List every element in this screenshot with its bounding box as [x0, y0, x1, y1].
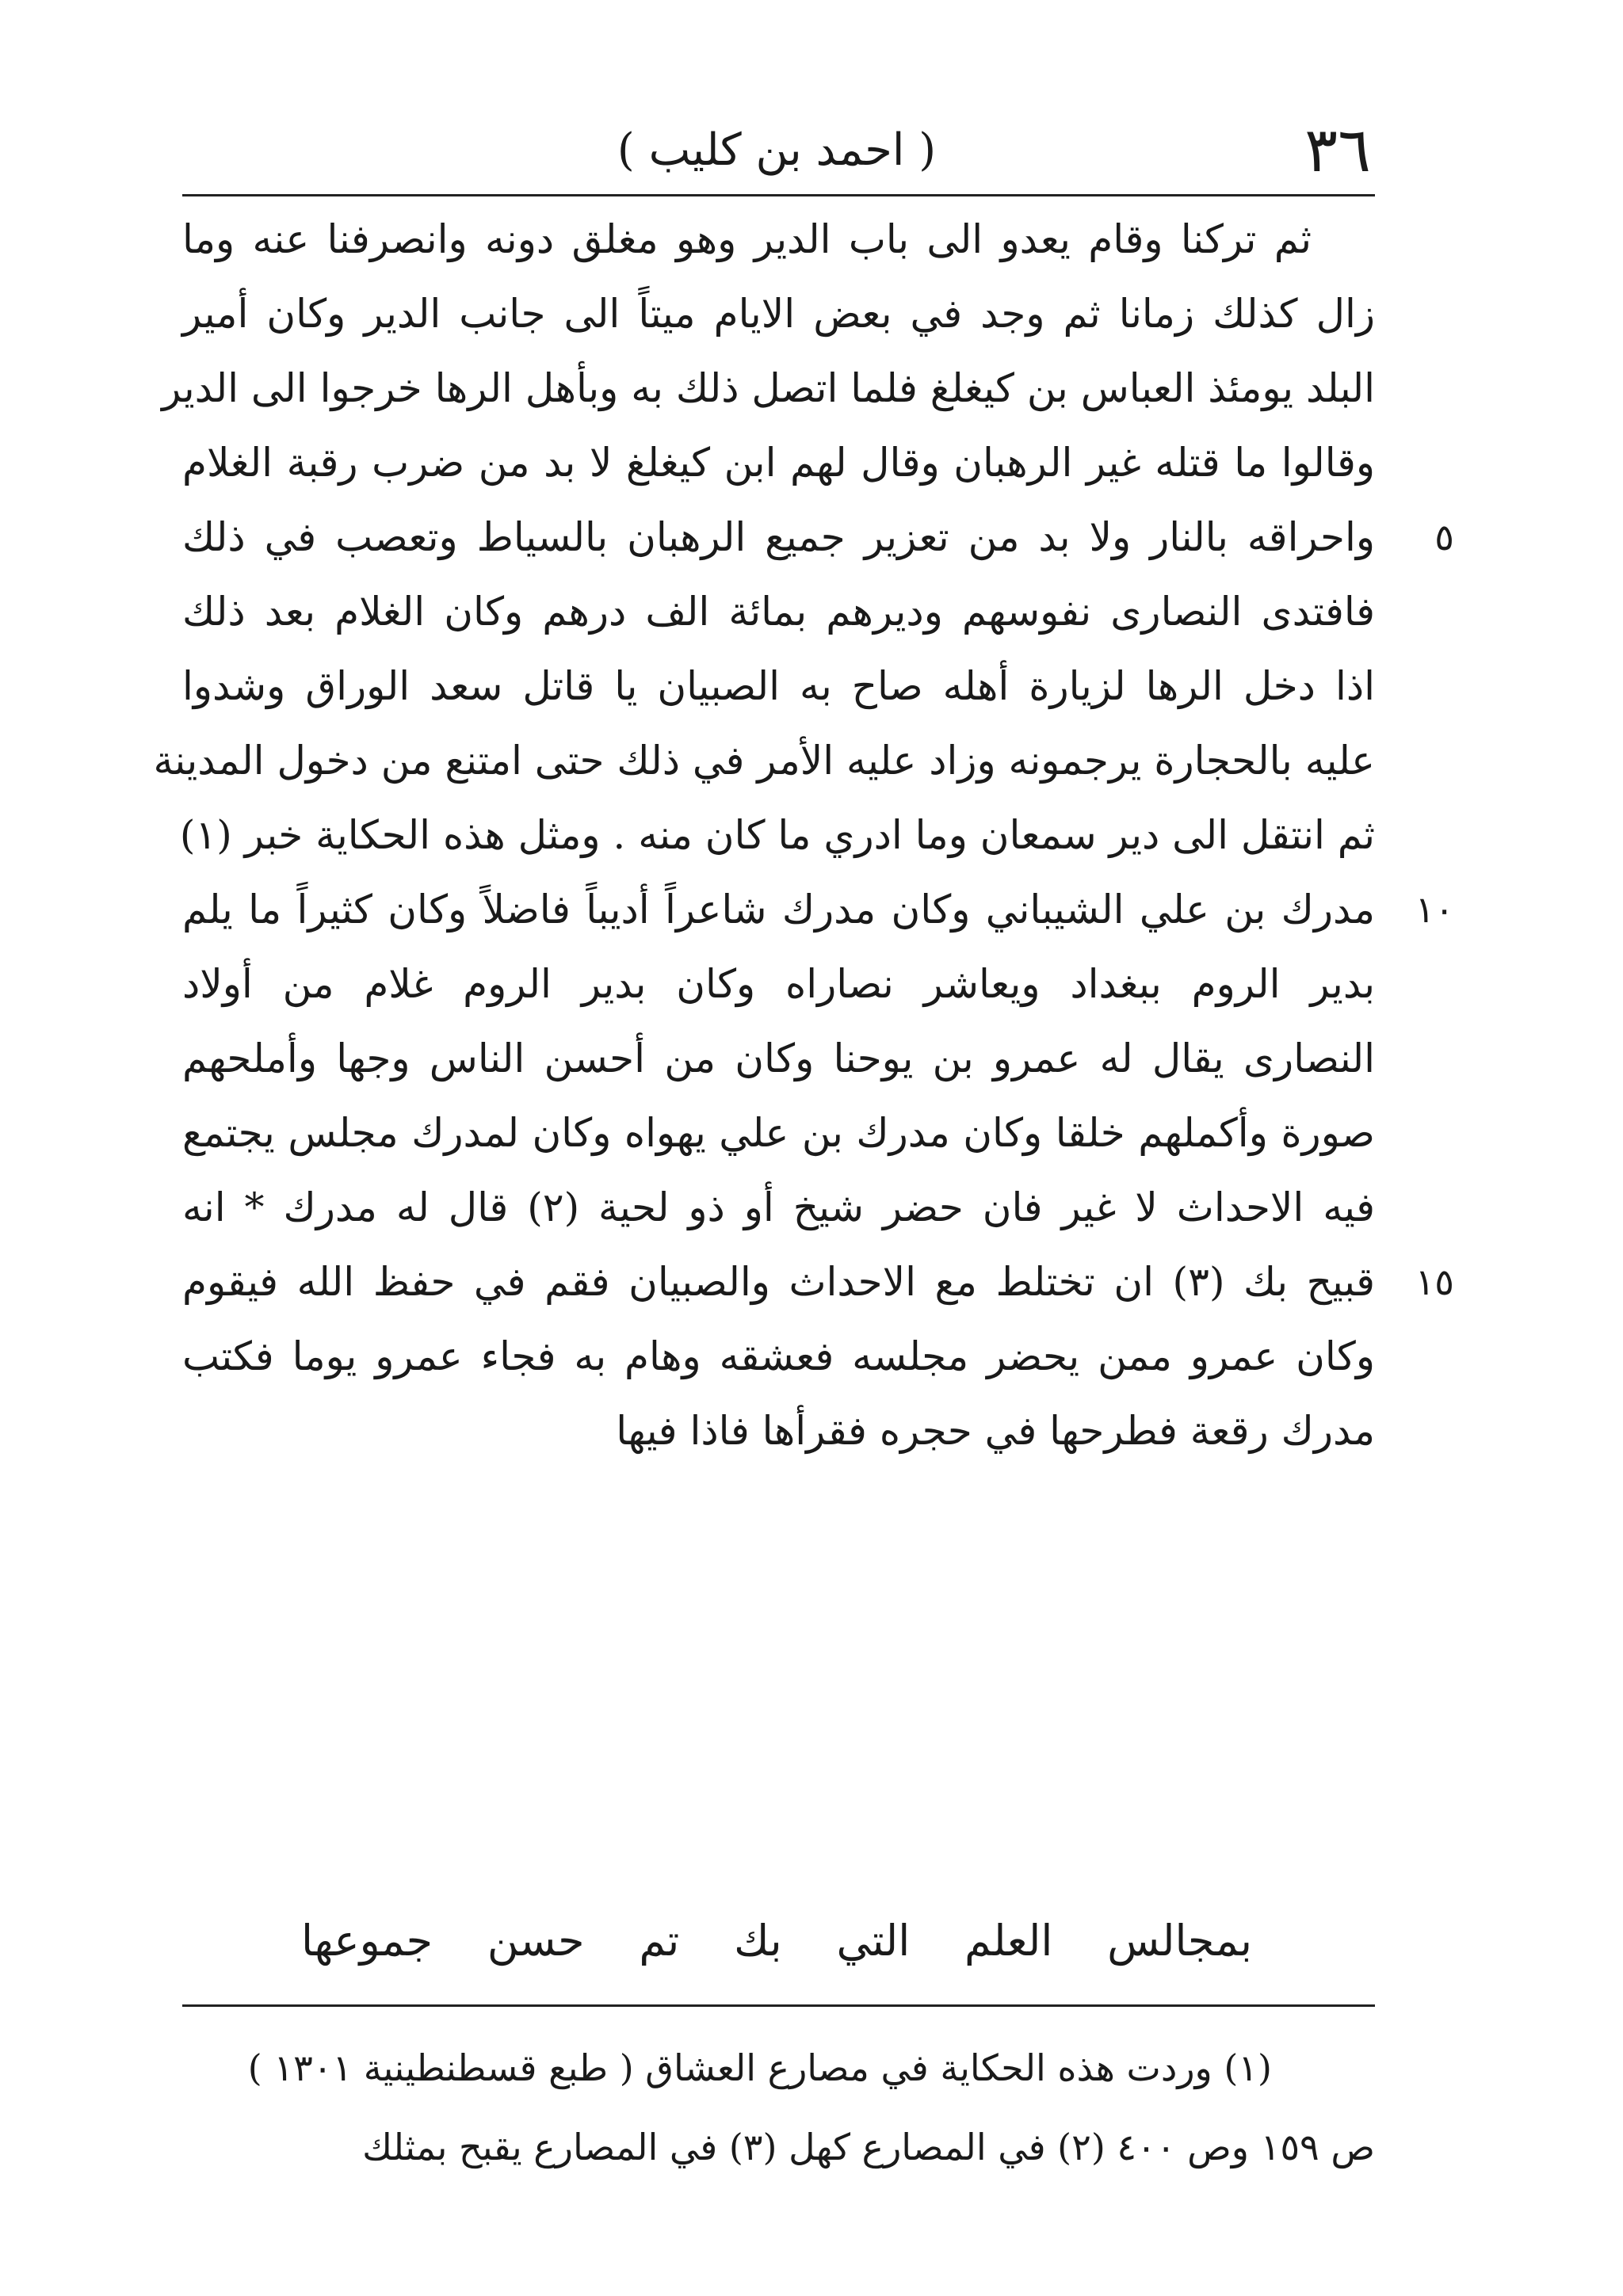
- text-line-5-content: واحراقه بالنار ولا بد من تعزير جميع الرهبان بالسياط وتعصب في ذلك: [182, 514, 1375, 560]
- line-number-5: ٥: [1434, 516, 1454, 559]
- header-rule: [182, 194, 1375, 196]
- text-line-11: بدير الروم ببغداد ويعاشر نصاراه وكان بدير الروم غلام من أولاد: [182, 961, 1375, 1007]
- footnote-line-2: ص ١٥٩ وص ٤٠٠ (٢) في المصارع كهل (٣) في المصارع يقبح بمثلك: [362, 2126, 1375, 2168]
- running-title: ( احمد بن كليب ): [617, 124, 937, 176]
- text-line-9: ثم انتقل الى دير سمعان وما ادري ما كان منه . ومثل هذه الحكاية خبر (١): [179, 812, 1375, 858]
- line-number-10: ١٠: [1415, 888, 1454, 931]
- text-line-5: [182, 500, 1454, 574]
- text-line-10-content: مدرك بن علي الشيباني وكان مدرك شاعراً أديباً فاضلاً وكان كثيراً ما يلم: [182, 887, 1375, 933]
- page-number: ٣٦: [1304, 115, 1371, 186]
- text-line-15-content: قبيح بك (٣) ان تختلط مع الاحداث والصبيان فقم في حفظ الله فيقوم: [182, 1259, 1375, 1305]
- verse-text: بمجالس العلم التي بك تم حسن جموعها: [301, 1916, 1252, 1966]
- poem-verse: [301, 1901, 1252, 1981]
- text-line-7: اذا دخل الرها لزيارة أهله صاح به الصبيان يا قاتل سعد الوراق وشدوا: [182, 663, 1375, 709]
- text-line-8: عليه بالحجارة يرجمونه وزاد عليه الأمر في ذلك حتى امتنع من دخول المدينة: [153, 738, 1375, 784]
- text-line-3: البلد يومئذ العباس بن كيغلغ فلما اتصل ذلك به وبأهل الرها خرجوا الى الدير: [162, 365, 1375, 411]
- text-line-2: زال كذلك زمانا ثم وجد في بعض الايام ميتاً الى جانب الدير وكان أمير: [182, 291, 1375, 337]
- text-line-16: وكان عمرو ممن يحضر مجلسه فعشقه وهام به فجاء عمرو يوما فكتب: [182, 1333, 1376, 1379]
- text-line-15: [182, 1245, 1454, 1319]
- main-text: [153, 202, 1454, 1468]
- footnotes: [247, 2028, 1375, 2187]
- line-number-15: ١٥: [1415, 1261, 1454, 1303]
- text-line-10: [182, 872, 1454, 947]
- text-line-4: وقالوا ما قتله غير الرهبان وقال لهم ابن كيغلغ لا بد من ضرب رقبة الغلام: [182, 440, 1375, 486]
- footnote-rule: [182, 2004, 1375, 2007]
- text-line-14: فيه الاحداث لا غير فان حضر شيخ أو ذو لحية (٢) قال له مدرك * انه: [182, 1184, 1376, 1230]
- text-line-1: ثم تركنا وقام يعدو الى باب الدير وهو مغلق دونه وانصرفنا عنه وما: [182, 216, 1312, 262]
- footnote-line-1: (١) وردت هذه الحكاية في مصارع العشاق ( طبع قسطنطينية ١٣٠١ ): [247, 2046, 1272, 2089]
- text-line-17: مدرك رقعة فطرحها في حجره فقرأها فاذا فيها: [616, 1408, 1375, 1454]
- page-header: [182, 111, 1371, 198]
- text-line-6: فافتدى النصارى نفوسهم وديرهم بمائة الف درهم وكان الغلام بعد ذلك: [182, 589, 1375, 635]
- text-line-13: صورة وأكملهم خلقا وكان مدرك بن علي يهواه وكان لمدرك مجلس يجتمع: [182, 1110, 1375, 1156]
- text-line-12: النصارى يقال له عمرو بن يوحنا وكان من أحسن الناس وجها وأملحهم: [182, 1035, 1375, 1081]
